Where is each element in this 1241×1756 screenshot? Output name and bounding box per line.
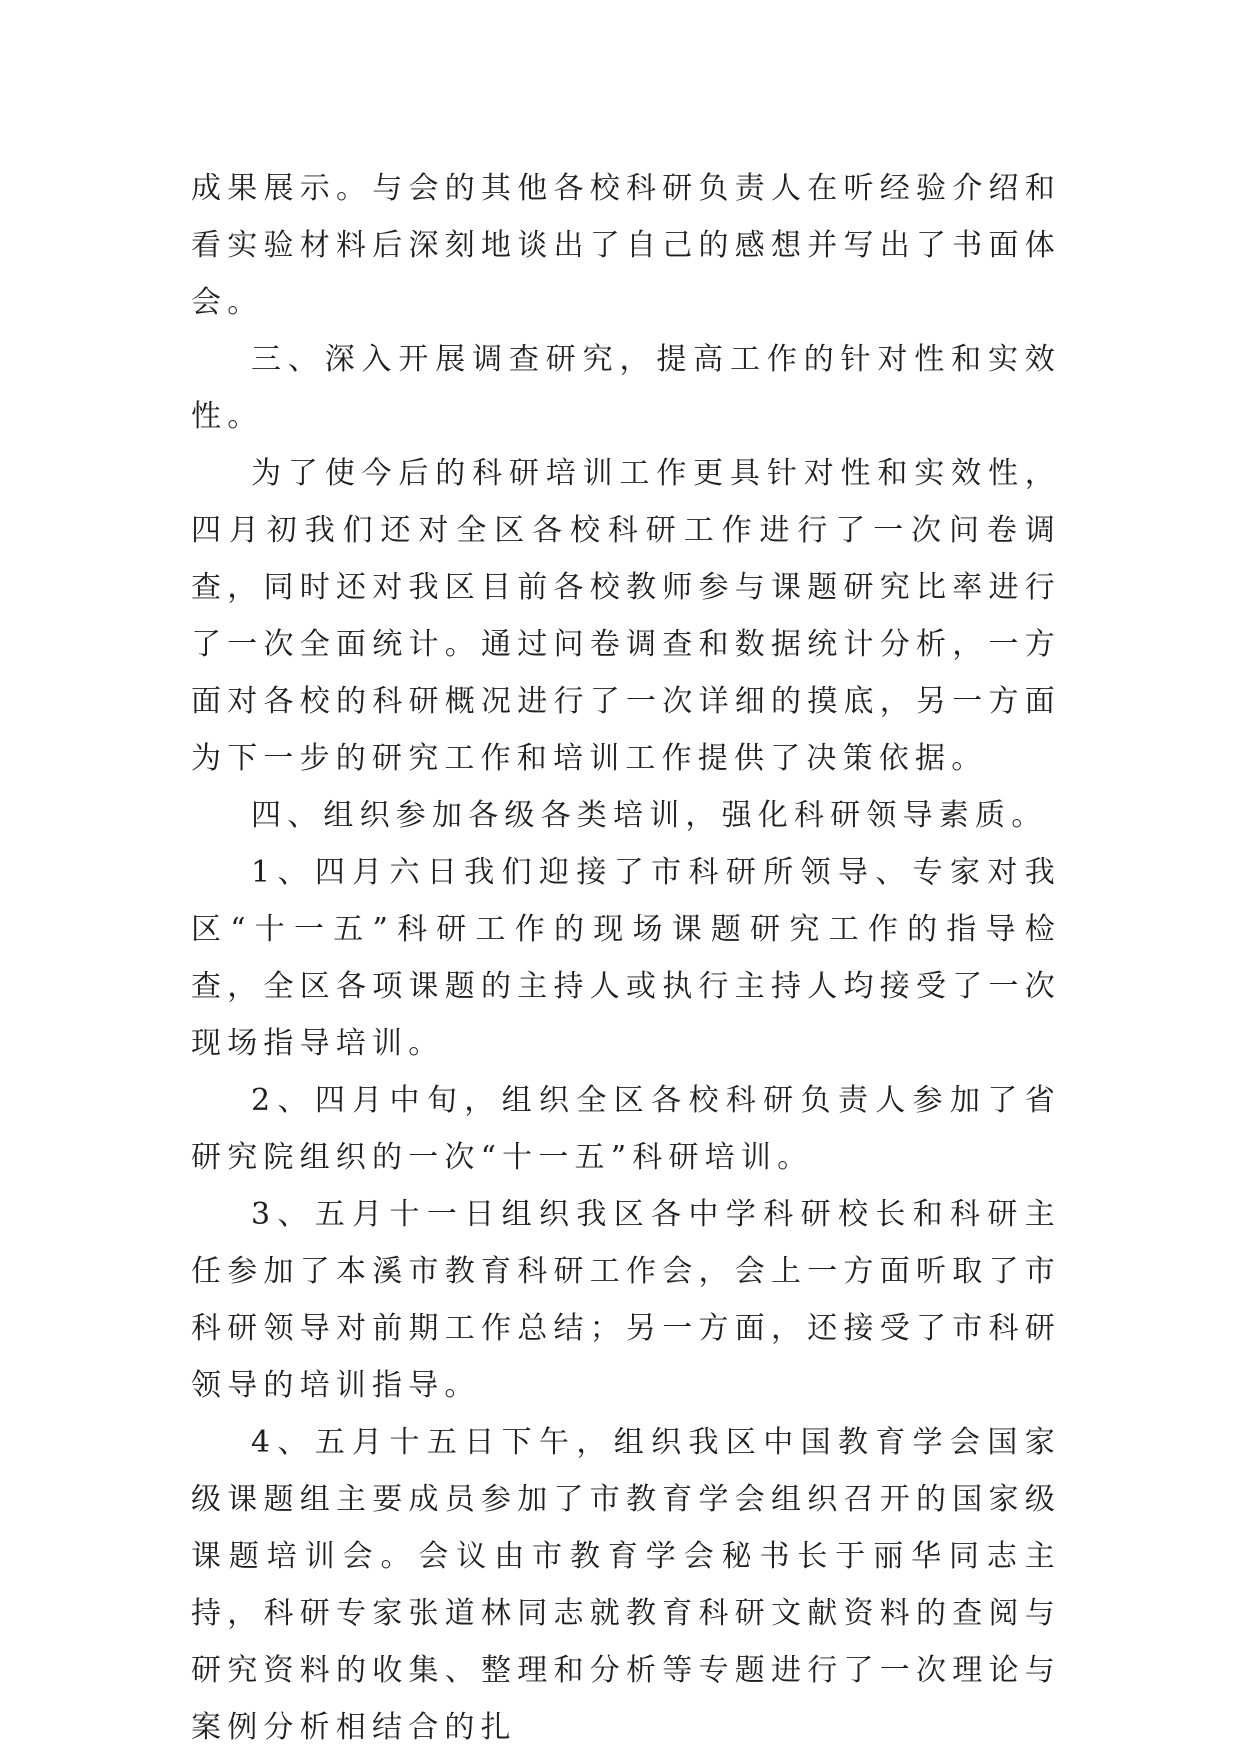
list-item-3: 3、五月十一日组织我区各中学科研校长和科研主任参加了本溪市教育科研工作会，会上一方面听取了市科研领导对前期工作总结；另一方面，还接受了市科研领导的培训指导。 <box>191 1197 1061 1403</box>
list-item-1: 1、四月六日我们迎接了市科研所领导、专家对我区“十一五”科研工作的现场课题研究工作的指导检查，全区各项课题的主持人或执行主持人均接受了一次现场指导培训。 <box>191 855 1061 1061</box>
section-heading-three: 三、深入开展调查研究，提高工作的针对性和实效性。 <box>191 342 1061 434</box>
paragraph-continuation: 成果展示。与会的其他各校科研负责人在听经验介绍和看实验材料后深刻地谈出了自己的感想并写出了书面体会。 <box>191 171 1061 320</box>
paragraph-survey: 为了使今后的科研培训工作更具针对性和实效性，四月初我们还对全区各校科研工作进行了一次问卷调查，同时还对我区目前各校教师参与课题研究比率进行了一次全面统计。通过问卷调查和数据统计分析，一方面对各校的科研概况进行了一次详细的摸底，另一方面为下一步的研究工作和培训工作提供了决策依据。 <box>191 456 1061 776</box>
section-heading-four: 四、组织参加各级各类培训，强化科研领导素质。 <box>251 798 1048 833</box>
list-item-4: 4、五月十五日下午，组织我区中国教育学会国家级课题组主要成员参加了市教育学会组织召开的国家级课题培训会。会议由市教育学会秘书长于丽华同志主持，科研专家张道林同志就教育科研文献资料的查阅与研究资料的收集、整理和分析等专题进行了一次理论与案例分析相结合的扎 <box>191 1425 1061 1745</box>
document-body <box>191 160 1061 1756</box>
list-item-2: 2、四月中旬，组织全区各校科研负责人参加了省研究院组织的一次“十一五”科研培训。 <box>191 1083 1061 1175</box>
